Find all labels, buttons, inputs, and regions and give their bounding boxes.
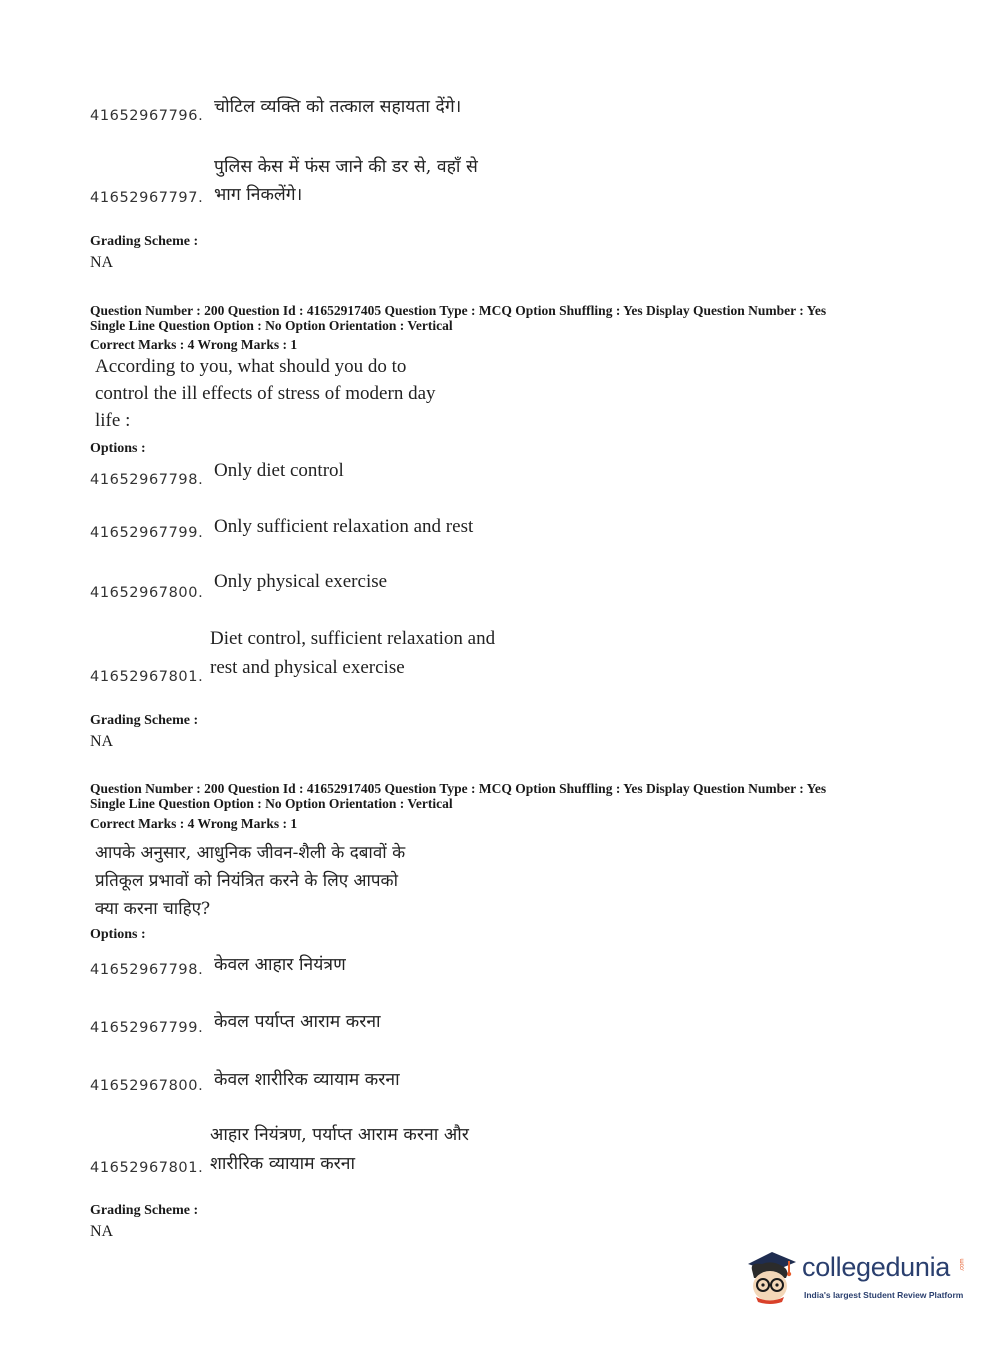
question-marks: Correct Marks : 4 Wrong Marks : 1: [90, 337, 298, 352]
grading-scheme-value: NA: [90, 1223, 114, 1240]
options-label: Options :: [90, 441, 146, 456]
collegedunia-logo: [742, 1248, 972, 1308]
option-text-line2: शारीरिक व्यायाम करना: [210, 1154, 356, 1174]
option-id: 41652967799.: [90, 1020, 204, 1036]
options-label: Options :: [90, 927, 146, 942]
option-text-line1: आहार नियंत्रण, पर्याप्त आराम करना और: [210, 1125, 469, 1145]
grading-scheme-label: Grading Scheme :: [90, 234, 199, 249]
option-text: Only diet control: [214, 460, 344, 481]
brand-tagline: India's largest Student Review Platform: [804, 1290, 964, 1300]
grading-scheme-value: NA: [90, 733, 114, 750]
question-text-line: प्रतिकूल प्रभावों को नियंत्रित करने के लिए आपको: [95, 871, 399, 891]
option-text: Only sufficient relaxation and rest: [214, 516, 474, 537]
option-text-line2: भाग निकलेंगे।: [214, 185, 303, 205]
question-text-line: life :: [95, 410, 131, 431]
option-text-line1: Diet control, sufficient relaxation and: [210, 628, 496, 649]
option-id: 41652967801.: [90, 1160, 204, 1176]
grading-scheme-value: NA: [90, 254, 114, 271]
option-id: 41652967801.: [90, 669, 204, 685]
option-text: केवल आहार नियंत्रण: [214, 955, 346, 975]
question-text-line: According to you, what should you do to: [95, 356, 407, 377]
question-meta-line2: Single Line Question Option : No Option Orientation : Vertical: [90, 796, 453, 811]
option-text-line2: rest and physical exercise: [210, 657, 405, 678]
option-text: चोटिल व्यक्ति को तत्काल सहायता देंगे।: [214, 97, 462, 117]
option-text-line1: पुलिस केस में फंस जाने की डर से, वहाँ से: [214, 157, 478, 177]
option-text: केवल पर्याप्त आराम करना: [214, 1012, 381, 1032]
option-id: 41652967798.: [90, 962, 204, 978]
option-id: 41652967798.: [90, 472, 204, 488]
question-marks: Correct Marks : 4 Wrong Marks : 1: [90, 816, 298, 831]
mascot-icon: [742, 1248, 800, 1306]
brand-name: collegedunia: [802, 1252, 951, 1282]
option-id: 41652967797.: [90, 190, 204, 206]
question-meta-line2: Single Line Question Option : No Option Orientation : Vertical: [90, 318, 453, 333]
option-id: 41652967796.: [90, 108, 204, 124]
option-id: 41652967800.: [90, 1078, 204, 1094]
question-meta-line1: Question Number : 200 Question Id : 41652917405 Question Type : MCQ Option Shuffling : Yes Display Question Number : Yes: [90, 781, 827, 796]
option-id: 41652967800.: [90, 585, 204, 601]
question-meta-line1: Question Number : 200 Question Id : 41652917405 Question Type : MCQ Option Shuffling : Yes Display Question Number : Yes: [90, 303, 827, 318]
question-text-line: आपके अनुसार, आधुनिक जीवन-शैली के दबावों के: [95, 843, 406, 863]
grading-scheme-label: Grading Scheme :: [90, 1203, 199, 1218]
question-text-line: control the ill effects of stress of modern day: [95, 383, 436, 404]
brand-domain-suffix: .com: [959, 1258, 966, 1272]
grading-scheme-label: Grading Scheme :: [90, 713, 199, 728]
option-id: 41652967799.: [90, 525, 204, 541]
option-text: Only physical exercise: [214, 571, 388, 592]
question-text-line: क्या करना चाहिए?: [95, 899, 211, 919]
option-text: केवल शारीरिक व्यायाम करना: [214, 1070, 400, 1090]
